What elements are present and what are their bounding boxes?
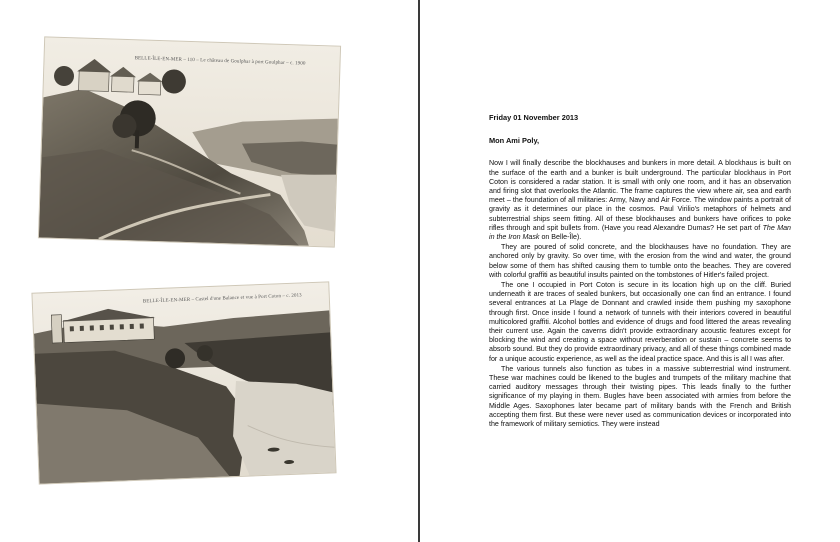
letter-text	[489, 113, 791, 430]
letter-salutation: Mon Ami Poly,	[489, 136, 540, 146]
postcard-image-chateau	[39, 37, 340, 246]
paragraph-text: Now I will finally describe the blockhauses and bunkers in more detail. A blockhaus is built on the surface of the earth and a bunker is built underground. The particular blockhaus in Port Coton is considered a radar station. It is small with only one room, and it has an observation and firing slot that overlooks the Atlantic. The frame captures the view where air, sea and earth meet – the foundation of all militaries: Army, Navy and Air Force. The window paints a portrait of gravity as it determines our place in the cosmos. Paul Virilio's metaphors of helmets and subterrestrial ships seem fitting. All of these blockhauses and bunkers have orifices to poke rifles through and spit bullets from. (Have you read Alexandre Dumas? He set part of	[489, 159, 791, 232]
postcard-caption: BELLE-ÎLE-EN-MER – 110 – Le château de Goulphar à port Goulphar – c. 1900	[134, 56, 306, 67]
paragraph: The one I occupied in Port Coton is secure in its location high up on the cliff. Buried underneath it are traces of sealed bunkers, but occasionally one can find an entrance. I found several entrances at La Plage de Donnant and crawled inside them pushing my saxophone through first. Once inside I found a network of tunnels with their interiors covered in beautiful multicolored graffiti. Alcohol bottles and evidence of drugs and food littered the areas revealing their current use. Again the caverns didn't provide extraordinary acoustic features except for blocking the wind and creating a space without reverberation or sustain – concrete seems to absorb sound. But they do provide extraordinary privacy, and all of these things combined made for a unique acoustic experience, as well as the ideal practice space. And this is all I was after.	[489, 281, 791, 363]
paragraph	[489, 159, 791, 242]
paragraph: The various tunnels also function as tubes in a massive subterrestrial wind instrument. These war machines could be likened to the bugles and trumpets of the military machine that carried auditory messages through their twisting pipes. This leads finally to the further significance of my playing in them. Bugles have been associated with armies from before the Middle Ages. Saxophones later became part of military bands with the French and British accepting them first. But these were never used as communication devices or incorporated into the framework of military semiotics. They were instead	[489, 364, 791, 429]
postcard-photo-chateau	[39, 37, 340, 246]
letter-date: Friday 01 November 2013	[489, 113, 579, 122]
postcard-caption: BELLE-ÎLE-EN-MER – Castel d'une Balance et vue à Port Coton – c. 2013	[142, 293, 302, 305]
paragraph: They are poured of solid concrete, and the blockhauses have no foundation. They are anchored only by gravity. So over time, with the erosion from the wind and water, the ground below some of them has shifted causing them to tumble onto the beaches. They are covered with colorful graffiti as beautiful insults painted on the tombstones of Hitler's failed project.	[489, 243, 791, 279]
book-title: The Man in the Iron Mask	[489, 223, 791, 242]
postcard-photo-port-coton	[32, 282, 335, 483]
left-page	[0, 0, 418, 542]
postcard-image-port-coton	[32, 282, 335, 483]
paragraph-text: on Belle-Île).	[539, 233, 582, 242]
